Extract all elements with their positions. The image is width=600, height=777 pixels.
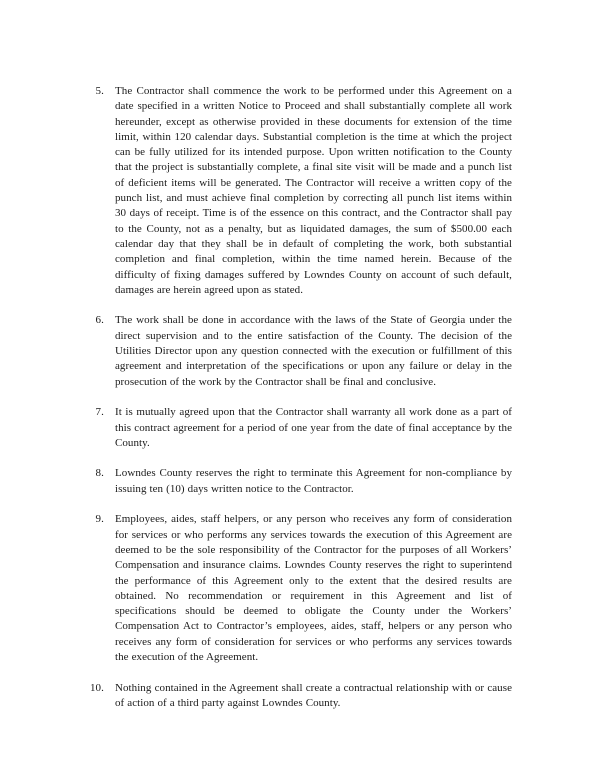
clause-list bbox=[80, 84, 512, 711]
clause-item bbox=[80, 84, 512, 298]
clause-item bbox=[80, 466, 512, 497]
clause-text: The Contractor shall commence the work to be performed under this Agreement on a date specified in a written Notice to Proceed and shall substantially complete all work hereunder, except as otherwise provided in these documents for extension of the time limit, within 120 calendar days. Substantial completion is the time at which the project can be fully utilized for its intended purpose. Upon written notification to the County that the project is substantially complete, a final site visit will be made and a punch list of deficient items will be generated. The Contractor will receive a written copy of the punch list, and must achieve final completion by correcting all punch list items within 30 days of receipt. Time is of the essence on this contract, and the Contractor shall pay to the County, not as a penalty, but as liquidated damages, the sum of $500.00 each calendar day that they shall be in default of completing the work, both substantial completion and final completion, within the time named herein. Because of the difficulty of fixing damages suffered by Lowndes County on account of such default, damages are herein agreed upon as stated. bbox=[115, 85, 512, 296]
clause-item bbox=[80, 405, 512, 451]
clause-number: 5. bbox=[95, 85, 104, 97]
clause-text: The work shall be done in accordance with the laws of the State of Georgia under the direct supervision and to the entire satisfaction of the County. The decision of the Utilities Director upon any question connected with the execution or fulfillment of this agreement and interpretation of the specifications or upon any failure or delay in the prosecution of the work by the Contractor shall be final and conclusive. bbox=[115, 314, 512, 388]
clause-item bbox=[80, 313, 512, 389]
clause-number: 10. bbox=[89, 681, 104, 694]
clause-item bbox=[80, 681, 512, 712]
clause-text: It is mutually agreed upon that the Contractor shall warranty all work done as a part of this contract agreement for a period of one year from the date of final acceptance by the County. bbox=[115, 406, 512, 449]
clause-number: 8. bbox=[95, 467, 104, 480]
clause-number: 6. bbox=[95, 314, 104, 327]
clause-item bbox=[80, 512, 512, 665]
clause-text: Employees, aides, staff helpers, or any person who receives any form of consideration for services or who performs any services towards the execution of this Agreement are deemed to be the sole responsibility of the Contractor for the purposes of all Workers’ Compensation and insurance claims. Lowndes County reserves the right to superintend the performance of this Agreement only to the extent that the desired results are obtained. No recommendation or requirement in this Agreement and list of specifications should be deemed to obligate the County under the Workers’ Compensation Act to Contractor’s employees, aides, staff, helpers or any person who receives any form of consideration for services or who performs any services towards the execution of the Agreement. bbox=[115, 513, 512, 663]
clause-text: Lowndes County reserves the right to terminate this Agreement for non-compliance by issuing ten (10) days written notice to the Contractor. bbox=[115, 467, 512, 495]
clause-number: 7. bbox=[95, 406, 104, 419]
clause-number: 9. bbox=[95, 513, 104, 526]
clause-text: Nothing contained in the Agreement shall create a contractual relationship with or cause of action of a third party against Lowndes County. bbox=[115, 681, 512, 709]
